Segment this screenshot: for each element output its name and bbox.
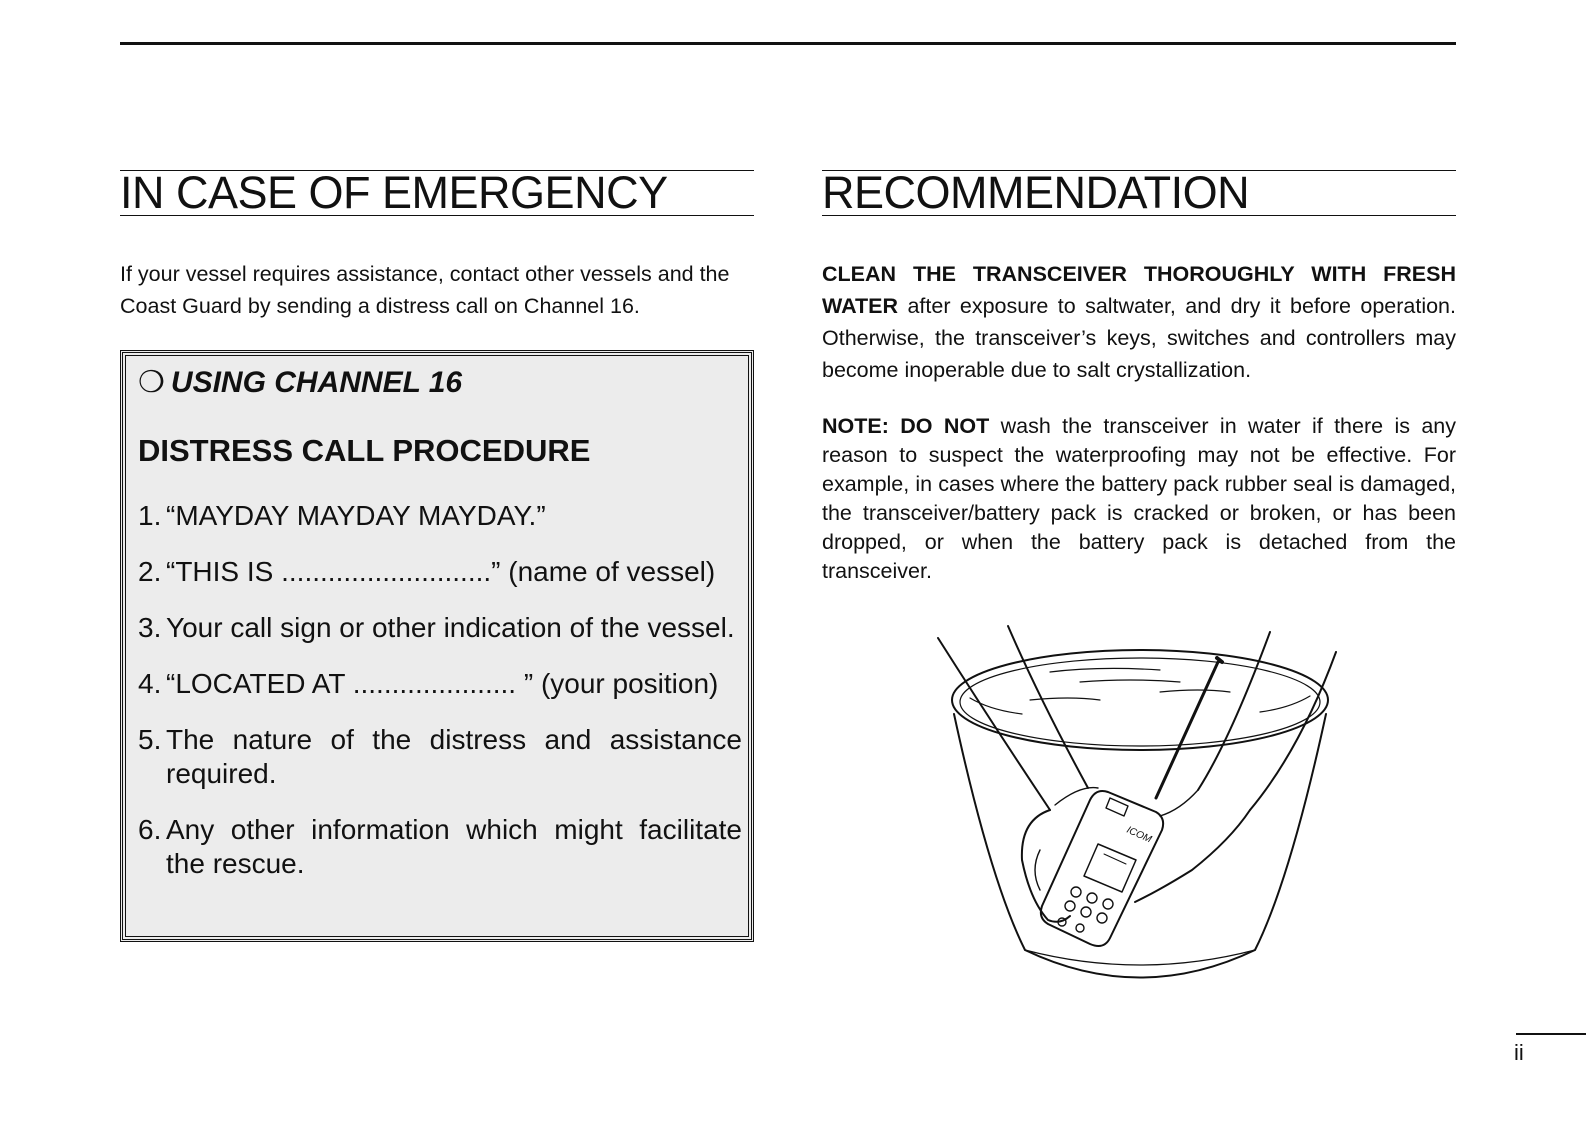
procedure-step [138,499,742,533]
procedure-steps [138,499,742,903]
step-number: 3. [138,612,162,643]
waterproof-note [822,412,1456,586]
right-hand [1135,810,1250,902]
clean-instruction [822,258,1456,386]
left-hand [1022,810,1070,922]
procedure-title: DISTRESS CALL PROCEDURE [138,433,591,468]
procedure-step [138,723,742,791]
note-label: NOTE: DO NOT [822,414,990,438]
procedure-step [138,813,742,881]
bucket-bottom [1025,950,1255,965]
emergency-intro: If your vessel requires assistance, contact other vessels and the Coast Guard by sending a distress call on Channel 16. [120,262,730,318]
bucket-rim-inner [960,658,1320,746]
step-text: “THIS IS ...........................” (name of vessel) [166,556,716,587]
step-number: 6. [138,814,162,845]
step-number: 2. [138,556,162,587]
channel-16-box [120,350,754,942]
page-number: ii [1514,1040,1524,1065]
step-text: “MAYDAY MAYDAY MAYDAY.” [166,500,546,531]
bucket-body [954,714,1326,978]
clean-instruction-lead: CLEAN THE TRANSCEIVER THOROUGHLY WITH FRESH WATER [822,262,1456,318]
emergency-title: IN CASE OF EMERGENCY [120,170,754,216]
circle-bullet-icon: ❍ [138,366,165,399]
rinse-in-bucket-illustration [930,620,1350,1000]
step-text: Your call sign or other indication of the vessel. [166,612,735,643]
step-text: “LOCATED AT ..................... ” (your position) [166,668,719,699]
bucket-rim [952,650,1328,750]
step-number: 5. [138,724,162,755]
recommendation-title: RECOMMENDATION [822,170,1456,216]
box-heading-text: USING CHANNEL 16 [170,366,463,399]
step-number: 4. [138,668,162,699]
procedure-step [138,611,742,645]
page-number-rule [1516,1033,1586,1035]
step-number: 1. [138,500,162,531]
procedure-step [138,555,742,589]
left-arm-outer [938,638,1050,810]
clean-instruction-text: after exposure to saltwater, and dry it before operation. Otherwise, the transceiver’s keys, switches and controllers may become inoperable due to salt crystallization. [822,294,1456,382]
radio-brand-label: ICOM [1124,824,1154,846]
step-text: The nature of the distress and assistance required. [166,724,742,789]
radio-transceiver [1041,658,1222,946]
box-heading [138,363,462,403]
procedure-step [138,667,742,701]
top-rule [120,42,1456,45]
step-text: Any other information which might facilitate the rescue. [166,814,742,879]
note-text: wash the transceiver in water if there is any reason to suspect the waterproofing may not be effective. For example, in cases where the battery pack rubber seal is damaged, the transceiver/battery pack is cracked or broken, or has been dropped, or when the battery pack is detached from the transceiver. [822,414,1456,583]
